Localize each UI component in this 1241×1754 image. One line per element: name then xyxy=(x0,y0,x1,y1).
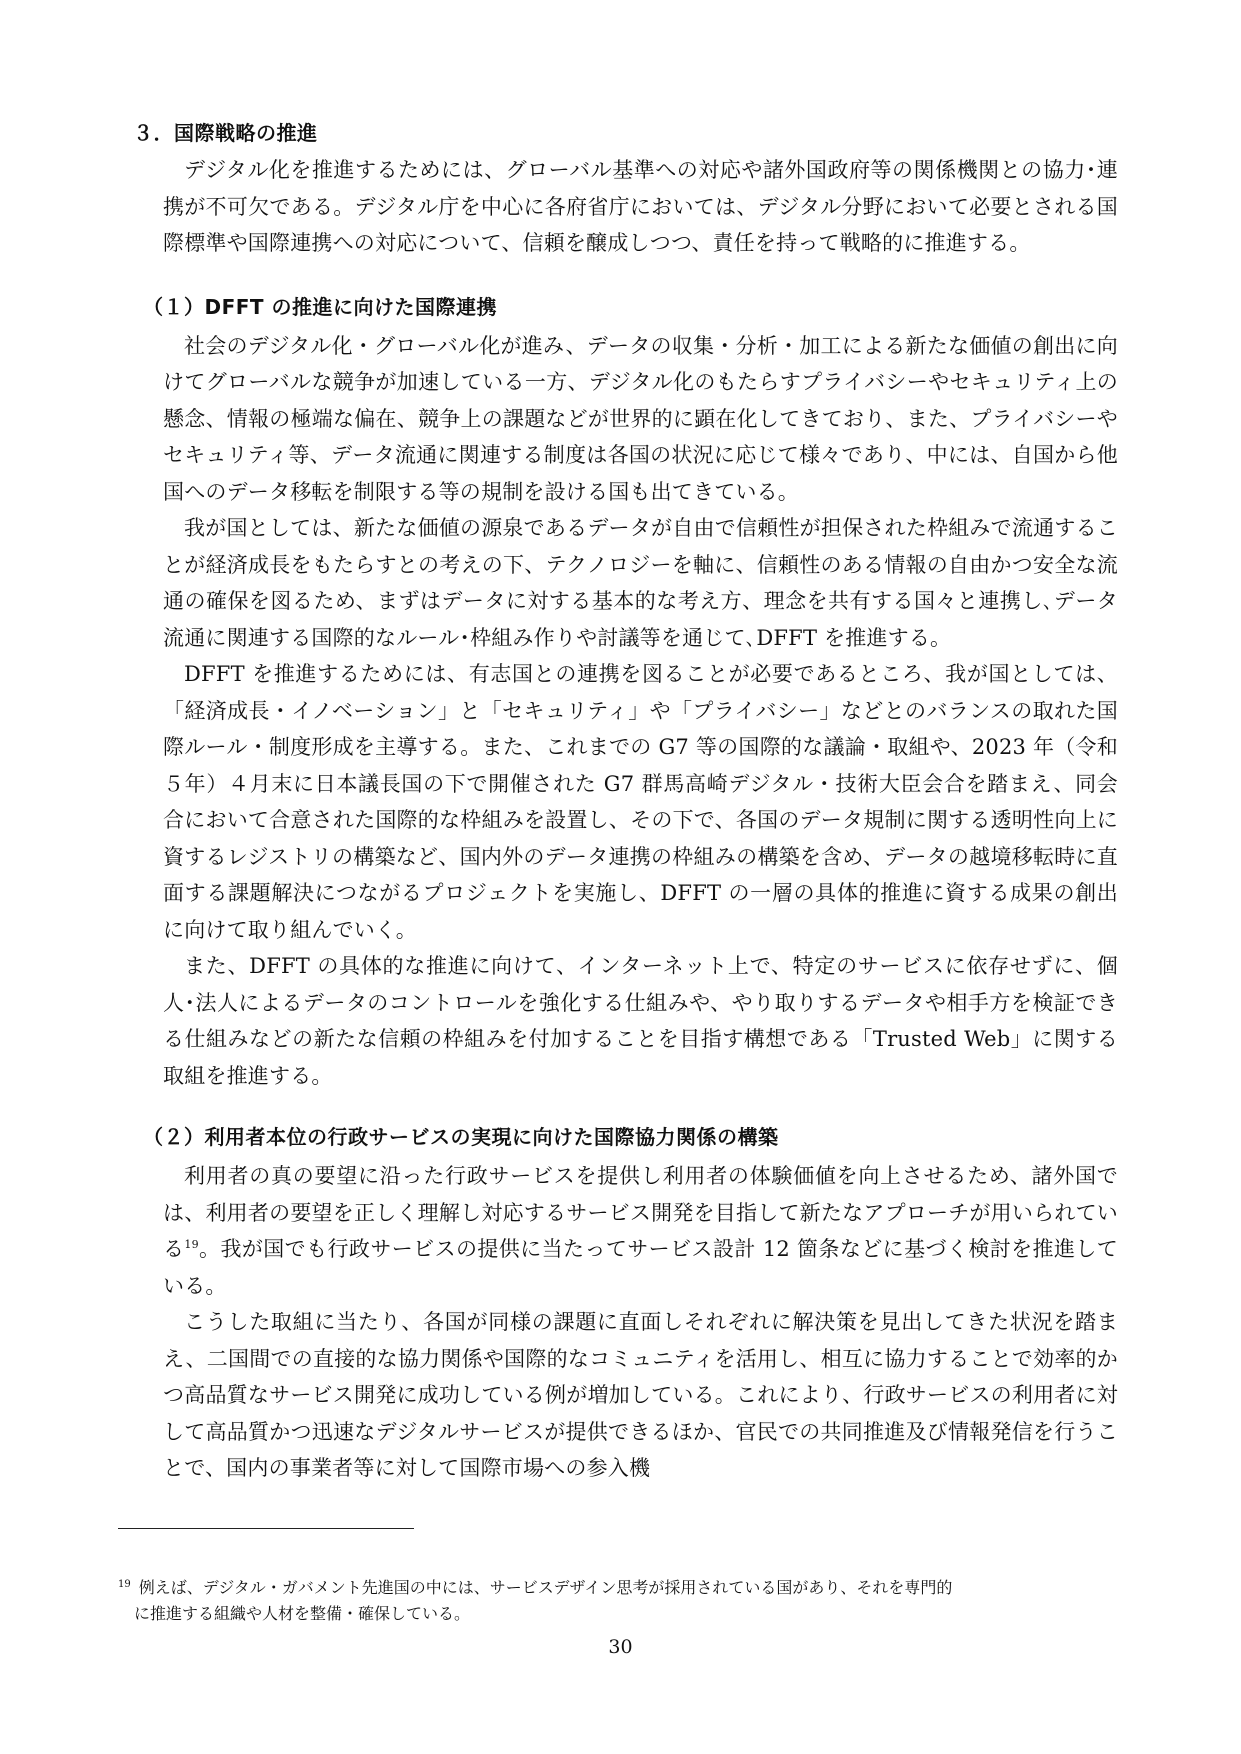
subsection-1-heading: （１）DFFT の推進に向けた国際連携 xyxy=(143,294,498,319)
subsection-1-paragraph: 我が国としては、新たな価値の源泉であるデータが自由で信頼性が担保された枠組みで流通することが経済成長をもたらすとの考えの下、テクノロジーを軸に、信頼性のある情報の自由かつ安全な流通の確保を図るため、まずはデータに対する基本的な考え方、理念を共有する国々と連携し､データ流通に関連する国際的なルール･枠組み作りや討議等を通じて､DFFT を推進する。 xyxy=(163,516,1118,650)
paragraph-text: 利用者の真の要望に沿った行政サービスを提供し利用者の体験価値を向上させるため、諸外国では、利用者の要望を正しく理解し対応するサービス開発を目指して新たなアプローチが用いられている xyxy=(163,1164,1118,1261)
subsection-2-paragraph xyxy=(163,1158,1118,1304)
subsection-2-paragraph: こうした取組に当たり、各国が同様の課題に直面しそれぞれに解決策を見出してきた状況を踏まえ、二国間での直接的な協力関係や国際的なコミュニティを活用し、相互に協力することで効率的かつ高品質なサービス開発に成功している例が増加している。これにより、行政サービスの利用者に対して高品質かつ迅速なデジタルサービスが提供できるほか、官民での共同推進及び情報発信を行うことで、国内の事業者等に対して国際市場への参入機 xyxy=(163,1310,1118,1480)
footnote-line xyxy=(118,1575,1118,1601)
subsection-1-paragraph: 社会のデジタル化・グローバル化が進み、データの収集・分析・加工による新たな価値の創出に向けてグローバルな競争が加速している一方、デジタル化のもたらすプライバシーやセキュリティ上の懸念、情報の極端な偏在、競争上の課題などが世界的に顕在化してきており、また、プライバシーやセキュリティ等、データ流通に関連する制度は各国の状況に応じて様々であり、中には、自国から他国へのデータ移転を制限する等の規制を設ける国も出てきている。 xyxy=(163,333,1118,504)
main-content xyxy=(133,118,1118,1487)
subsection-1-paragraph: また、DFFT の具体的な推進に向けて、インターネット上で、特定のサービスに依存せずに、個人･法人によるデータのコントロールを強化する仕組みや、やり取りするデータや相手方を検証できる仕組みなどの新たな信頼の枠組みを付加することを目指す構想である「Trusted Web」に関する取組を推進する。 xyxy=(163,954,1118,1088)
paragraph-text: 。我が国でも行政サービスの提供に当たってサービス設計 12 箇条などに基づく検討を推進している。 xyxy=(163,1237,1118,1298)
section-heading: ３．国際戦略の推進 xyxy=(133,121,318,145)
subsection-2-heading: （２）利用者本位の行政サービスの実現に向けた国際協力関係の構築 xyxy=(143,1125,779,1149)
section-intro-paragraph: デジタル化を推進するためには、グローバル基準への対応や諸外国政府等の関係機関との協力･連携が不可欠である。デジタル庁を中心に各府省庁においては、デジタル分野において必要とされる国際標準や国際連携への対応について、信頼を醸成しつつ、責任を持って戦略的に推進する。 xyxy=(163,158,1118,255)
subsection-1-paragraph: DFFT を推進するためには、有志国との連携を図ることが必要であるところ、我が国としては、「経済成長・イノベーション」と「セキュリティ」や「プライバシー」などとのバランスの取れた国際ルール・制度形成を主導する。また、これまでの G7 等の国際的な議論・取組や、2023 年（令和５年）４月末に日本議長国の下で開催された G7 群馬高崎デジタル・技術大臣会合を踏まえ、同会合において合意された国際的な枠組みを設置し、その下で、各国のデータ規制に関する透明性向上に資するレジストリの構築など、国内外のデータ連携の枠組みの構築を含め、データの越境移転時に直面する課題解決につながるプロジェクトを実施し、DFFT の一層の具体的推進に資する成果の創出に向けて取り組んでいく。 xyxy=(163,662,1118,942)
page-number: 30 xyxy=(608,1636,633,1658)
footnote-divider xyxy=(118,1528,414,1529)
footnote-reference[interactable]: 19 xyxy=(184,1238,199,1251)
footnote xyxy=(118,1575,1118,1627)
footnote-number: 19 xyxy=(118,1578,131,1590)
footnote-text: 例えば、デジタル・ガバメント先進国の中には、サービスデザイン思考が採用されている国があり、それを専門的 xyxy=(138,1578,953,1597)
footnote-line: に推進する組織や人材を整備・確保している。 xyxy=(134,1604,471,1623)
